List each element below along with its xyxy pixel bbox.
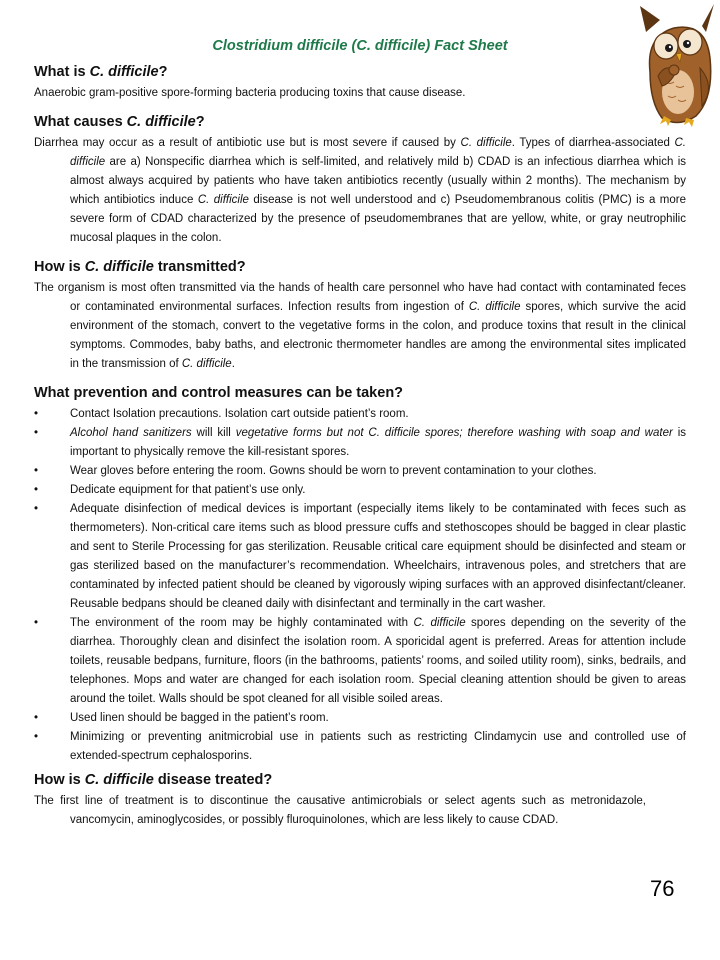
bullet-icon: • — [34, 465, 39, 477]
bullet-icon: • — [34, 408, 39, 420]
content-body — [34, 62, 686, 830]
heading-treatment: How is C. difficile disease treated? — [34, 772, 273, 788]
bullet-icon: • — [34, 617, 39, 629]
heading-transmission: How is C. difficile transmitted? — [34, 259, 246, 275]
heading-what-is: What is C. difficile? — [34, 64, 168, 80]
prevention-item: • Minimizing or preventing anitmicrobial use in patients such as restricting Clindamycin use and controlled use of extended-spectrum cephalosporins. — [34, 728, 686, 766]
prevention-item: • Wear gloves before entering the room. Gowns should be worn to prevent contamination to your clothes. — [34, 462, 686, 481]
prevention-item: • Alcohol hand sanitizers will kill vegetative forms but not C. difficile spores; therefore washing with soap and water is important to physically remove the kill-resistant spores. — [34, 424, 686, 462]
prevention-list — [34, 405, 686, 766]
prevention-item: • The environment of the room may be highly contaminated with C. difficile spores depending on the severity of the diarrhea. Thoroughly clean and disinfect the isolation room. A sporicidal agent is preferred. Areas for attention include toilets, reusable bedpans, furniture, floors (in the bathrooms, patients’ rooms, and soiled utility room), sinks, bedrails, and telephones. Mops and water are changed for each isolation room. Special cleaning attention should be given to areas around the toilet. Walls should be spot cleaned for all visible soiled areas. — [34, 614, 686, 709]
bullet-icon: • — [34, 503, 39, 515]
page-title: Clostridium difficile (C. difficile) Fact Sheet — [212, 38, 508, 54]
heading-prevention: What prevention and control measures can be taken? — [34, 385, 404, 401]
bullet-icon: • — [34, 484, 39, 496]
transmission-text: The organism is most often transmitted via the hands of health care personnel who have had contact with contaminated feces or contaminated environmental surfaces. Infection results from ingestion of C. difficile spores, which survive the acid environment of the stomach, convert to the vegetative forms in the colon, and produce toxins that result in the clinical symptoms. Commodes, baby baths, and electronic thermometer handles are among the environmental sites implicated in the transmission of C. difficile. — [34, 282, 686, 370]
bullet-icon: • — [34, 731, 39, 743]
prevention-item: • Dedicate equipment for that patient’s use only. — [34, 481, 686, 500]
prevention-item: • Used linen should be bagged in the patient’s room. — [34, 709, 686, 728]
bullet-icon: • — [34, 427, 39, 439]
treatment-text: The first line of treatment is to discontinue the causative antimicrobials or select agents such as metronidazole, vancomycin, aminoglycosides, or possibly fluroquinolones, which are less likely to cause CDAD. — [34, 795, 646, 826]
what-is-text: Anaerobic gram-positive spore-forming bacteria producing toxins that cause disease. — [34, 87, 466, 99]
page-number: 76 — [650, 876, 675, 901]
prevention-item: • Contact Isolation precautions. Isolation cart outside patient’s room. — [34, 405, 686, 424]
bullet-icon: • — [34, 712, 39, 724]
heading-what-causes: What causes C. difficile? — [34, 114, 205, 130]
what-causes-text: Diarrhea may occur as a result of antibiotic use but is most severe if caused by C. difficile. Types of diarrhea-associated C. difficile are a) Nonspecific diarrhea which is self-limited, and relatively mild b) CDAD is an infectious diarrhea which is almost always acquired by patients who have taken antibiotics recently (usually within 2 months). The mechanism by which antibiotics induce C. difficile disease is not well understood and c) Pseudomembranous colitis (PMC) is a more severe form of CDAD characterized by the presence of pseudomembranes that are yellow, white, or gray neutrophilic mucosal plaques in the colon. — [34, 137, 687, 244]
prevention-item: • Adequate disinfection of medical devices is important (especially items likely to be contaminated with feces such as thermometers). Non-critical care items such as blood pressure cuffs and stethoscopes should be bagged in clear plastic and sent to Sterile Processing for gas sterilization. Reusable critical care equipment should be disinfected and steam or gas sterilized based on the manufacturer’s recommendation. Wheelchairs, intravenous poles, and stretchers that are contaminated by infected patient should be cleaned by vigorously wiping surfaces with an approved disinfectant/cleaner. Reusable bedpans should be cleaned daily with disinfectant and terminally in the cart washer. — [34, 500, 686, 614]
